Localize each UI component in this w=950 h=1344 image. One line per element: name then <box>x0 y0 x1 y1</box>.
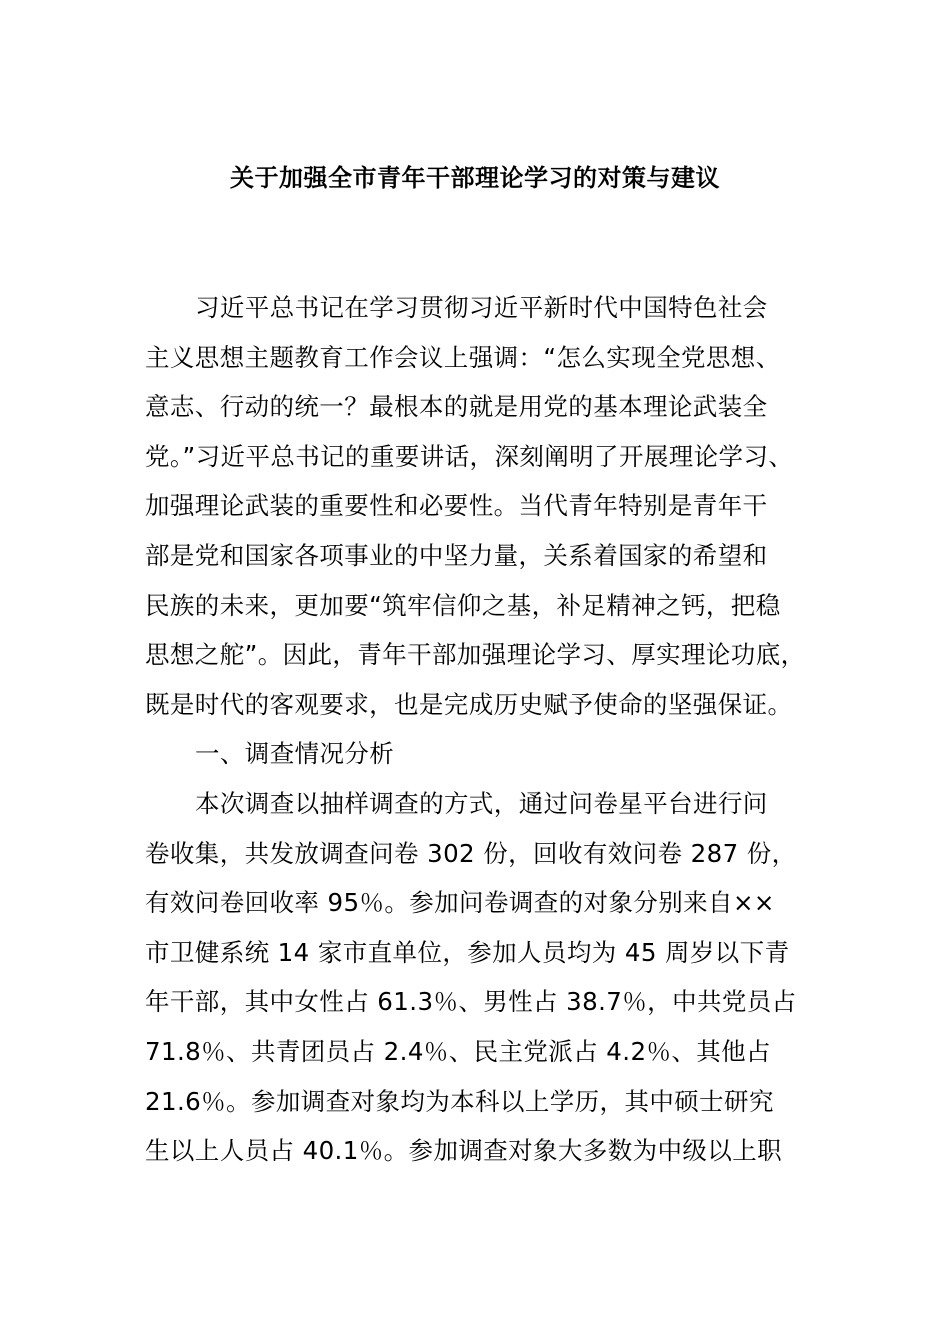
body-line: 部是党和国家各项事业的中坚力量，关系着国家的希望和 <box>145 540 768 570</box>
body-line: 71.8％、共青团员占 2.4％、民主党派占 4.2％、其他占 <box>145 1036 771 1066</box>
body-line: 民族的未来，更加要“筑牢信仰之基，补足精神之钙，把稳 <box>145 590 781 620</box>
body-line: 党。”习近平总书记的重要讲话，深刻阐明了开展理论学习、 <box>145 441 794 471</box>
body-line: 意志、行动的统一？最根本的就是用党的基本理论武装全 <box>145 392 768 422</box>
body-line: 既是时代的客观要求，也是完成历史赋予使命的坚强保证。 <box>145 689 793 719</box>
body-line: 本次调查以抽样调查的方式，通过问卷星平台进行问 <box>195 788 768 818</box>
body-line: 生以上人员占 40.1％。参加调查对象大多数为中级以上职 <box>145 1136 783 1166</box>
document-body <box>145 283 835 1176</box>
body-line: 习近平总书记在学习贯彻习近平新时代中国特色社会 <box>195 293 768 322</box>
body-line: 加强理论武装的重要性和必要性。当代青年特别是青年干 <box>145 491 768 521</box>
body-line: 主义思想主题教育工作会议上强调：“怎么实现全党思想、 <box>145 342 781 372</box>
document-title: 关于加强全市青年干部理论学习的对策与建议 <box>230 164 720 192</box>
body-line: 市卫健系统 14 家市直单位，参加人员均为 45 周岁以下青 <box>145 937 790 967</box>
body-line: 21.6％。参加调查对象均为本科以上学历，其中硕士研究 <box>145 1086 774 1116</box>
body-line: 有效问卷回收率 95％。参加问卷调查的对象分别来自×× <box>145 888 775 918</box>
body-line: 年干部，其中女性占 61.3％、男性占 38.7％，中共党员占 <box>145 987 797 1017</box>
body-line: 思想之舵”。因此，青年干部加强理论学习、厚实理论功底， <box>145 640 806 670</box>
section-heading: 一、调查情况分析 <box>195 739 395 769</box>
body-line: 卷收集，共发放调查问卷 302 份，回收有效问卷 287 份， <box>145 838 797 868</box>
